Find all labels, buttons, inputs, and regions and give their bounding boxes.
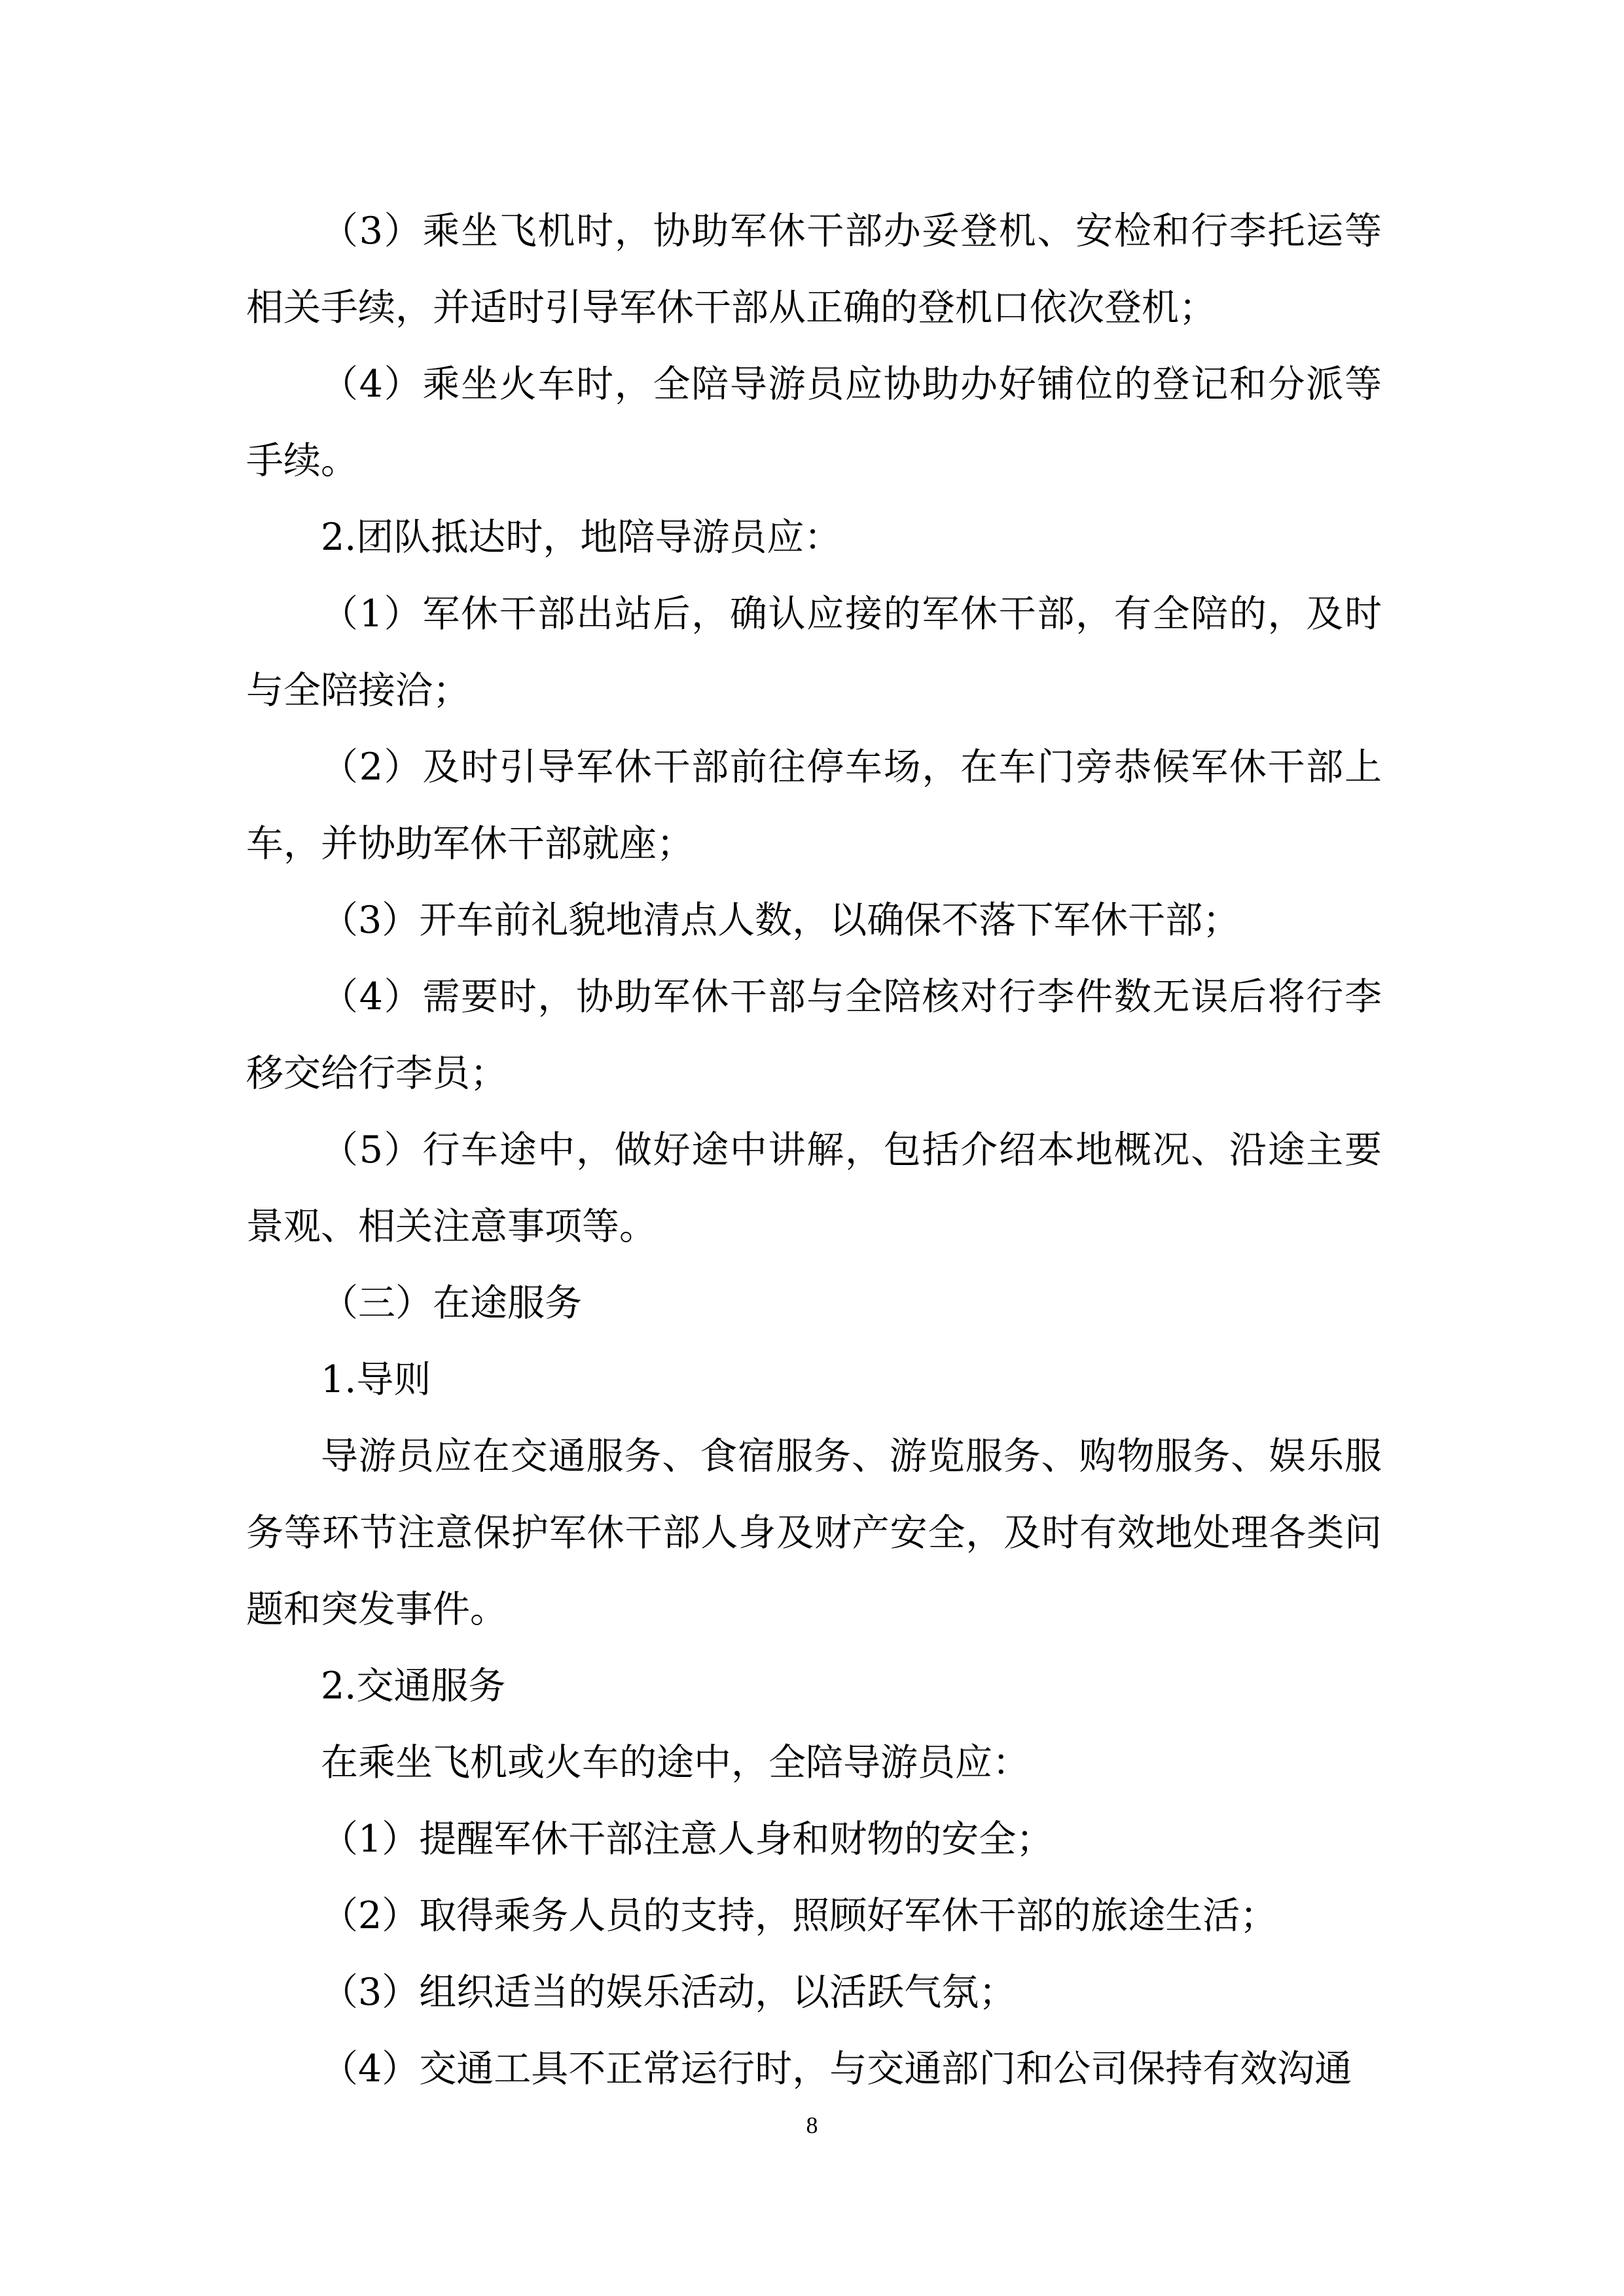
paragraph: （4）乘坐火车时，全陪导游员应协助办好铺位的登记和分派等手续。 <box>246 363 1382 482</box>
page-number: 8 <box>806 2112 818 2138</box>
paragraph: （3）组织适当的娱乐活动，以活跃气氛； <box>321 1971 1017 2014</box>
paragraph: 导游员应在交通服务、食宿服务、游览服务、购物服务、娱乐服务等环节注意保护军休干部人身及财产安全，及时有效地处理各类问题和突发事件。 <box>246 1435 1382 1631</box>
section-heading: 2.团队抵达时，地陪导游员应： <box>321 516 842 559</box>
paragraph: （4）需要时，协助军休干部与全陪核对行李件数无误后将行李移交给行李员； <box>246 975 1382 1095</box>
section-heading: 1.导则 <box>321 1358 431 1401</box>
section-heading: 2.交通服务 <box>321 1664 506 1708</box>
body-text <box>246 193 1382 2108</box>
paragraph: （1）军休干部出站后，确认应接的军休干部，有全陪的，及时与全陪接洽； <box>246 592 1382 712</box>
paragraph: 在乘坐飞机或火车的途中，全陪导游员应： <box>321 1741 1030 1784</box>
paragraph: （5）行车途中，做好途中讲解，包括介绍本地概况、沿途主要景观、相关注意事项等。 <box>246 1128 1382 1248</box>
paragraph: （2）取得乘务人员的支持，照顾好军休干部的旅途生活； <box>321 1894 1278 1937</box>
paragraph: （4）交通工具不正常运行时，与交通部门和公司保持有效沟通 <box>321 2047 1352 2090</box>
section-heading: （三）在途服务 <box>321 1282 582 1325</box>
paragraph: （2）及时引导军休干部前往停车场，在车门旁恭候军休干部上车，并协助军休干部就座； <box>246 745 1382 865</box>
paragraph: （3）乘坐飞机时，协助军休干部办妥登机、安检和行李托运等相关手续，并适时引导军休干部从正确的登机口依次登机； <box>246 209 1382 329</box>
paragraph: （1）提醒军休干部注意人身和财物的安全； <box>321 1818 1054 1861</box>
paragraph: （3）开车前礼貌地清点人数，以确保不落下军休干部； <box>321 899 1240 942</box>
